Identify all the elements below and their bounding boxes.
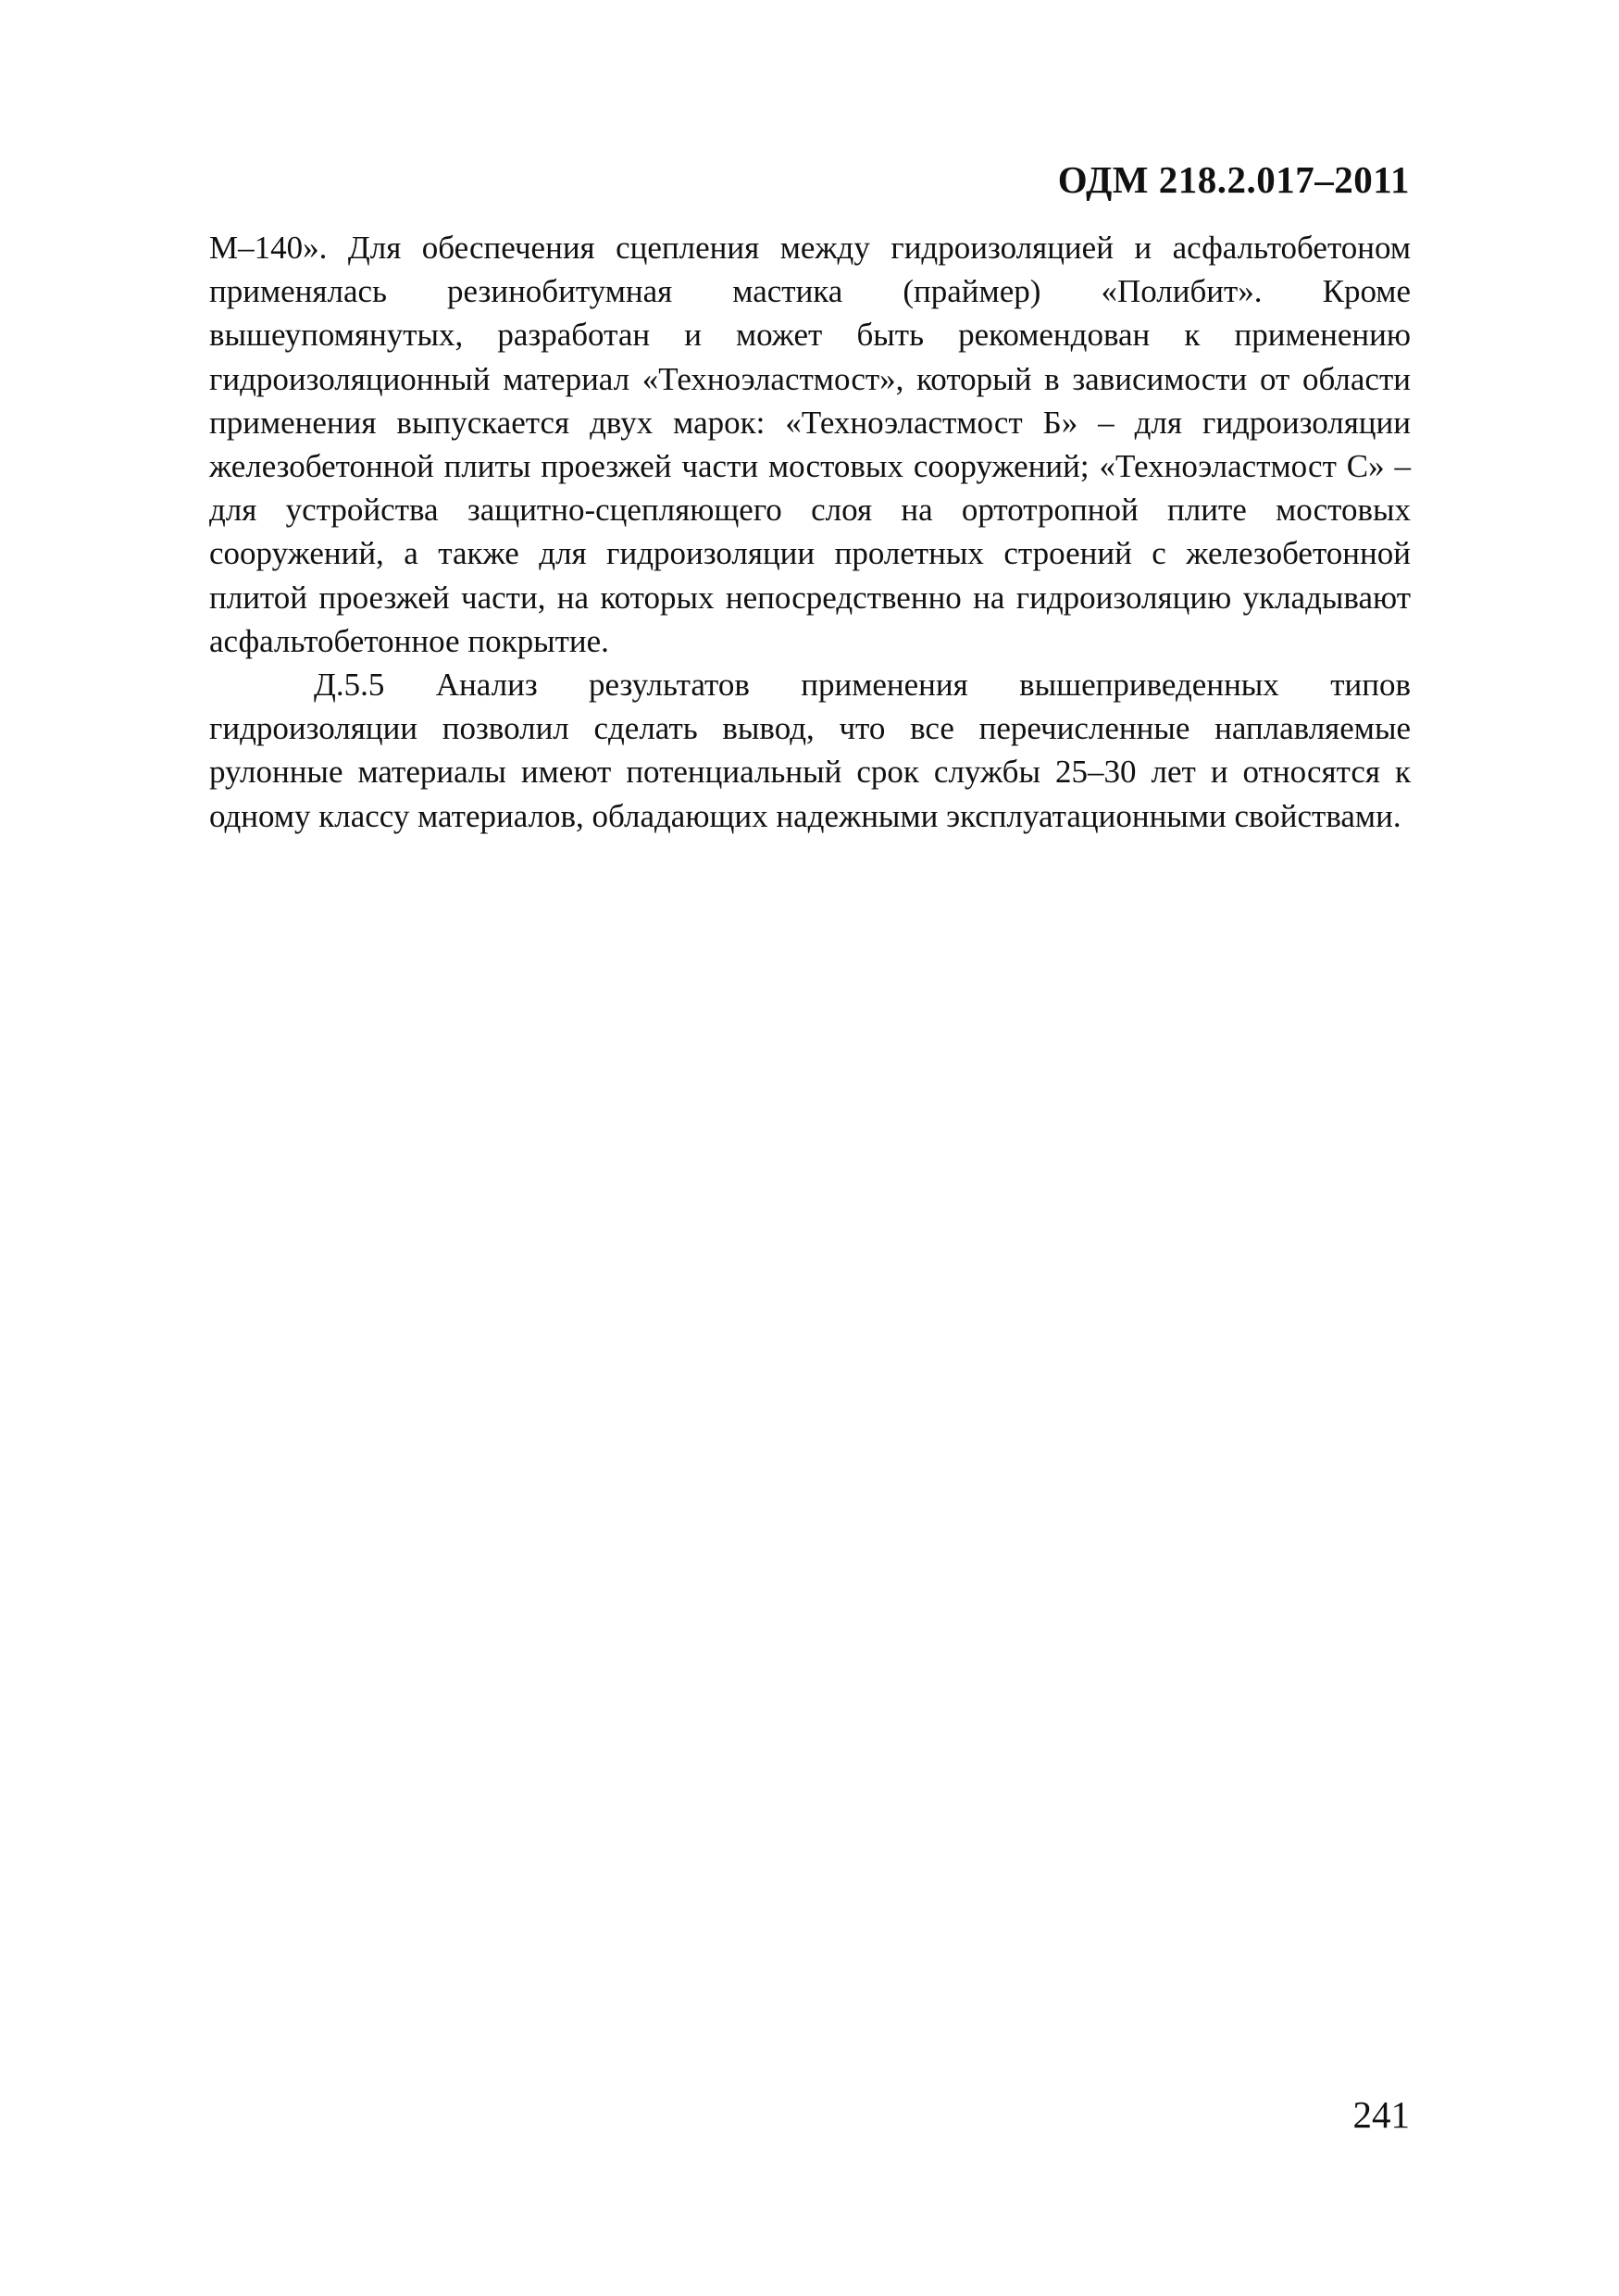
page-number: 241 (1352, 2093, 1410, 2136)
paragraph-d-5-5: Д.5.5 Анализ результатов применения вышеприведенных типов гидроизоляции позволил сделать вывод, что все перечисленные наплавляемые рулонные материалы имеют потенциальный срок службы 25–30 лет и относятся к одному классу материалов, обладающих надежными эксплуатационными свойствами. (209, 667, 1411, 834)
body-text (209, 226, 1411, 838)
paragraph-continuation: М–140». Для обеспечения сцепления между гидроизоляцией и асфальтобетоном применялась резинобитумная мастика (праймер) «Полибит». Кроме вышеупомянутых, разработан и может быть рекомендован к применению гидроизоляционный материал «Техноэластмост», который в зависимости от области применения выпускается двух марок: «Техноэластмост Б» – для гидроизоляции железобетонной плиты проезжей части мостовых сооружений; «Техноэластмост С» – для устройства защитно-сцепляющего слоя на ортотропной плите мостовых сооружений, а также для гидроизоляции пролетных строений с железобетонной плитой проезжей части, на которых непосредственно на гидроизоляцию укладывают асфальтобетонное покрытие. (209, 230, 1411, 659)
document-code-header: ОДМ 218.2.017–2011 (1057, 158, 1410, 201)
